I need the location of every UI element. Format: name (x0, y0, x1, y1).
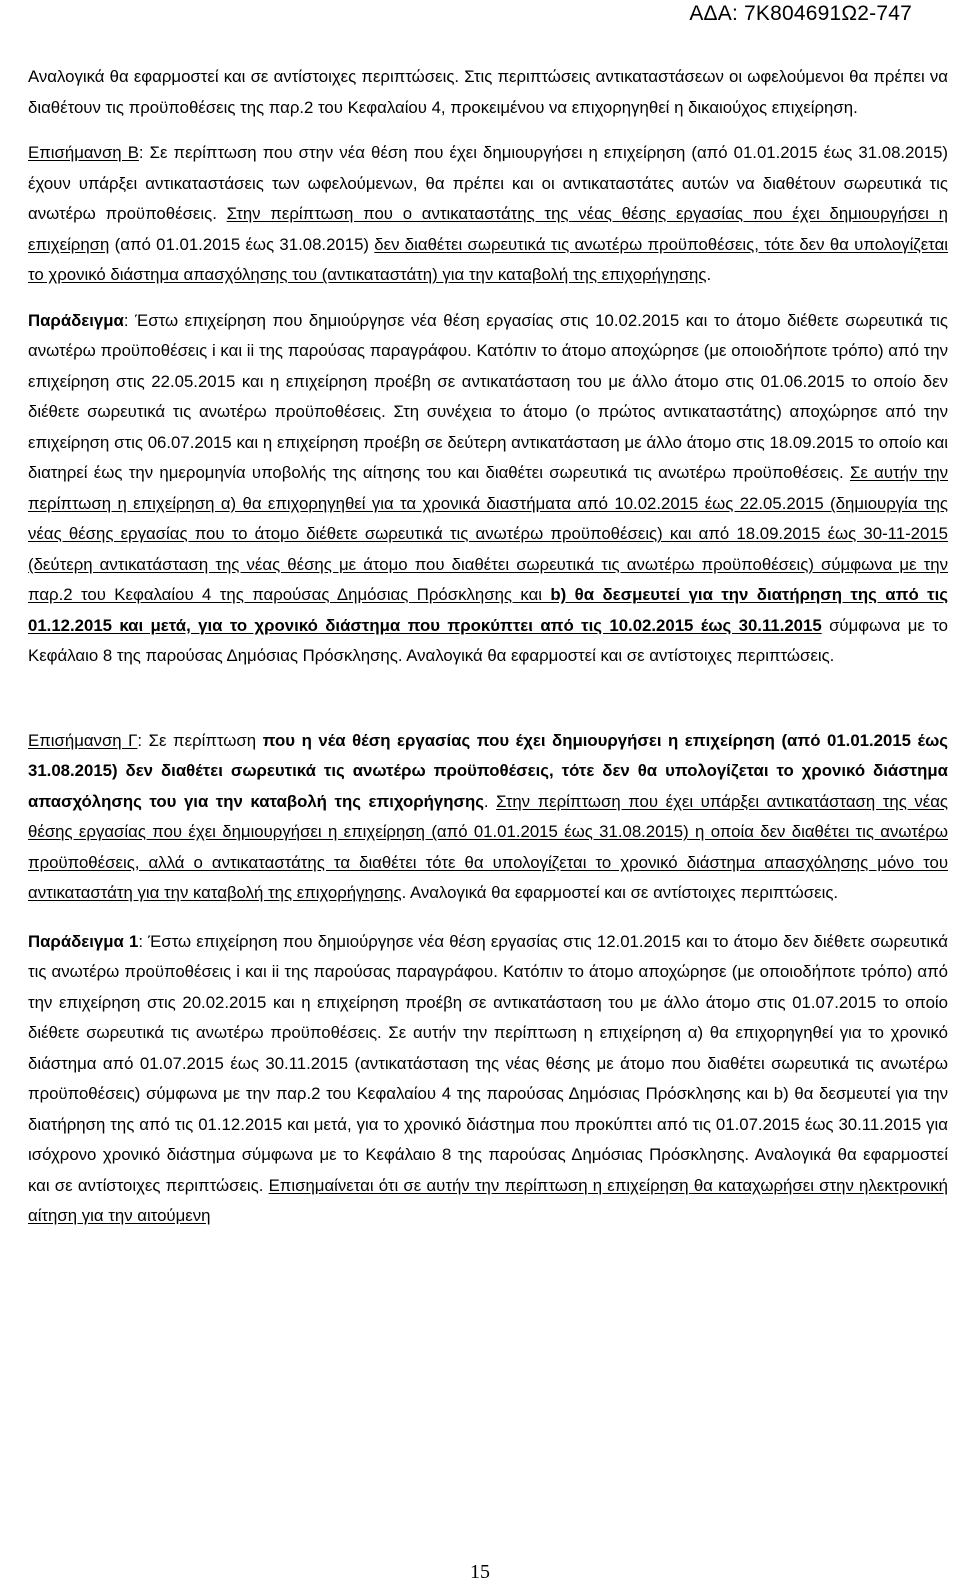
text-run: (από 01.01.2015 έως 31.08.2015) (109, 234, 375, 254)
text-run: . (483, 791, 497, 811)
underlined-run: Στην περίπτωση που ο αντικαταστάτης της νέας θέσης εργασίας που έχει δημιουργήσει η επιχείρηση (28, 204, 948, 254)
ada-code: ΑΔΑ: 7Κ804691Ω2-747 (689, 2, 912, 25)
text-run: : Έστω επιχείρηση που δημιούργησε νέα θέση εργασίας στις 12.01.2015 και το άτομο δεν διέθετε σωρευτικά τις ανωτέρω προϋποθέσεις i και ii της παρούσας παραγράφου. Κατόπιν το άτομο αποχώρησε (με οποιοδήποτε τρόπο) από την επιχείρηση στις 20.02.2015 και η επιχείρηση προέβη σε αντικατάσταση του με άλλο άτομο στις 01.07.2015 το οποίο διέθετε σωρευτικά τις ανωτέρω προϋποθέσεις. Σε αυτήν την περίπτωση η επιχείρηση α) θα επιχορηγηθεί για το χρονικό διάστημα από 01.07.2015 έως 30.11.2015 (αντικατάσταση της νέας θέσης με άτομο που διαθέτει σωρευτικά τις ανωτέρω προϋποθέσεις) σύμφωνα με την παρ.2 του Κεφαλαίου 4 της παρούσας Δημόσιας Πρόσκλησης και b) θα δεσμευτεί για την διατήρηση της από τις 01.12.2015 και μετά, για το χρονικό διάστημα που προκύπτει από τις 01.07.2015 έως 30.11.2015 για ισόχρονο χρονικό διάστημα σύμφωνα με το Κεφάλαιο 8 της παρούσας Δημόσιας Πρόσκλησης. Αναλογικά θα εφαρμοστεί και σε αντίστοιχες περιπτώσεις. (28, 931, 948, 1195)
text-run: . Αναλογικά θα εφαρμοστεί και σε αντίστοιχες περιπτώσεις. (401, 883, 839, 902)
text-run: : Σε περίπτωση (137, 730, 263, 750)
text-run: σύμφωνα με το Κεφάλαιο 8 της παρούσας Δημόσιας Πρόσκλησης. Αναλογικά θα εφαρμοστεί και σε αντίστοιχες περιπτώσεις. (28, 615, 948, 665)
bold-underlined-run: b) θα δεσμευτεί για την διατήρηση της από τις 01.12.2015 και μετά, για το χρονικό διάστημα που προκύπτει από τις 10.02.2015 έως 30.11.2015 (28, 585, 948, 635)
bold-run: που η νέα θέση εργασίας που έχει δημιουργήσει η επιχείρηση (από 01.01.2015 έως 31.08.2015) δεν διαθέτει σωρευτικά τις ανωτέρω προϋποθέσεις, τότε δεν θα υπολογίζεται το χρονικό διάστημα απασχόλησης του για την καταβολή της επιχορήγησης (28, 730, 948, 811)
paragraph-example (28, 306, 948, 672)
text-run: . (706, 265, 712, 284)
example-label: Παράδειγμα (28, 310, 124, 330)
text-run: : Έστω επιχείρηση που δημιούργησε νέα θέση εργασίας στις 10.02.2015 και το άτομο διέθετε σωρευτικά τις ανωτέρω προϋποθέσεις i και ii της παρούσας παραγράφου. Κατόπιν το άτομο αποχώρησε (με οποιοδήποτε τρόπο) από την επιχείρηση στις 22.05.2015 και η επιχείρηση προέβη σε αντικατάσταση του με άλλο άτομο στις 01.06.2015 το οποίο δεν διέθετε σωρευτικά τις ανωτέρω προϋποθέσεις. Στη συνέχεια το άτομο (ο πρώτος αντικαταστάτης) αποχώρησε από την επιχείρηση στις 06.07.2015 και η επιχείρηση προέβη σε δεύτερη αντικατάσταση με άλλο άτομο στις 18.09.2015 το οποίο και διατηρεί έως την ημερομηνία υποβολής της αίτησης του και διαθέτει σωρευτικά τις ανωτέρω προϋποθέσεις. (28, 310, 948, 482)
document-body (28, 62, 948, 1232)
page-number: 15 (470, 1561, 490, 1583)
note-b-label: Επισήμανση Β (28, 143, 139, 162)
underlined-run: Στην περίπτωση που έχει υπάρξει αντικατάσταση της νέας θέσης εργασίας που έχει δημιουργήσει η επιχείρηση (από 01.01.2015 έως 31.08.2015) η οποία δεν διαθέτει τις ανωτέρω προϋποθέσεις, αλλά ο αντικαταστάτης τα διαθέτει τότε θα υπολογίζεται το χρονικό διάστημα απασχόλησης μόνο του αντικαταστάτη για την καταβολή της επιχορήγησης (28, 791, 948, 902)
note-c-label: Επισήμανση Γ (28, 730, 138, 750)
underlined-run: Σε αυτήν την περίπτωση η επιχείρηση α) θα επιχορηγηθεί για τα χρονικά διαστήματα από 10.02.2015 έως 22.05.2015 (δημιουργία της νέας θέσης εργασίας που το άτομο διέθετε σωρευτικά τις ανωτέρω προϋποθέσεις) και από 18.09.2015 έως 30-11-2015 (δεύτερη αντικατάσταση της νέας θέσης με άτομο που διαθέτει σωρευτικά τις ανωτέρω προϋποθέσεις) σύμφωνα με την παρ.2 του Κεφαλαίου 4 της παρούσας Δημόσιας Πρόσκλησης και (28, 463, 948, 604)
underlined-run: δεν διαθέτει σωρευτικά τις ανωτέρω προϋποθέσεις, τότε δεν θα υπολογίζεται το χρονικό διάστημα απασχόλησης του (αντικαταστάτη) για την καταβολή της επιχορήγησης (28, 234, 948, 284)
paragraph-analogy (28, 62, 948, 123)
underlined-run: Επισημαίνεται ότι σε αυτήν την περίπτωση η επιχείρηση θα καταχωρήσει στην ηλεκτρονική αίτηση για την αιτούμενη (28, 1175, 948, 1225)
paragraph-note-c (28, 726, 948, 909)
text-run: : Σε περίπτωση που στην νέα θέση που έχει δημιουργήσει η επιχείρηση (από 01.01.2015 έως 31.08.2015) έχουν υπάρξει αντικαταστάσεις των ωφελούμενων, θα πρέπει και οι αντικαταστάτες αυτών να διαθέτουν σωρευτικά τις ανωτέρω προϋποθέσεις. (28, 143, 948, 223)
example-1-label: Παράδειγμα 1 (28, 931, 139, 951)
text-run: Αναλογικά θα εφαρμοστεί και σε αντίστοιχες περιπτώσεις. Στις περιπτώσεις αντικαταστάσεων οι ωφελούμενοι θα πρέπει να διαθέτουν τις προϋποθέσεις της παρ.2 του Κεφαλαίου 4, προκειμένου να επιχορηγηθεί η δικαιούχος επιχείρηση. (28, 67, 948, 117)
paragraph-note-b (28, 138, 948, 291)
paragraph-example-1 (28, 927, 948, 1232)
